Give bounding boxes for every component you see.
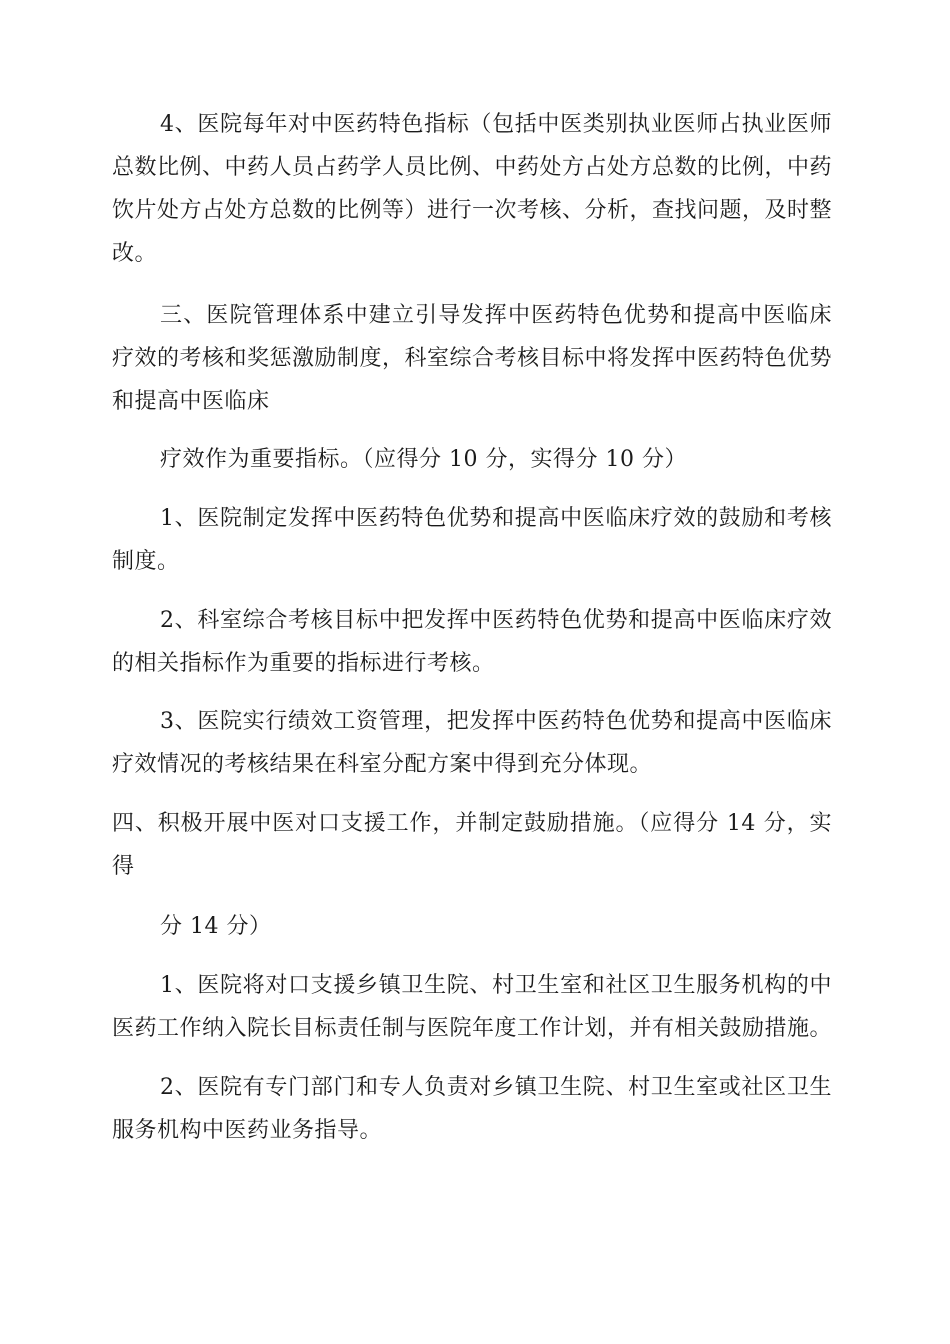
- paragraph-section-3-heading: 三、医院管理体系中建立引导发挥中医药特色优势和提高中医临床疗效的考核和奖惩激励制度，科室综合考核目标中将发挥中医药特色优势和提高中医临床: [112, 303, 833, 414]
- paragraph-item-1-incentive-system: 1、医院制定发挥中医药特色优势和提高中医临床疗效的鼓励和考核制度。: [112, 506, 832, 574]
- paragraph-section-4-score: 分 14 分）: [160, 914, 272, 939]
- paragraph-item-4-indicator-review: 4、医院每年对中医药特色指标（包括中医类别执业医师占执业医师总数比例、中药人员占药学人员比例、中药处方占处方总数的比例，中药饮片处方占处方总数的比例等）进行一次考核、分析，查找问题，及时整改。: [112, 112, 833, 266]
- paragraph-item-2-dedicated-department: 2、医院有专门部门和专人负责对乡镇卫生院、村卫生室或社区卫生服务机构中医药业务指导。: [112, 1075, 832, 1143]
- paragraph-item-3-performance-pay: 3、医院实行绩效工资管理，把发挥中医药特色优势和提高中医临床疗效情况的考核结果在科室分配方案中得到充分体现。: [112, 709, 832, 777]
- paragraph-item-2-department-assessment: 2、科室综合考核目标中把发挥中医药特色优势和提高中医临床疗效的相关指标作为重要的指标进行考核。: [112, 608, 832, 676]
- paragraph-section-3-score: 疗效作为重要指标。（应得分 10 分，实得分 10 分）: [160, 447, 687, 472]
- paragraph-section-4-heading: 四、积极开展中医对口支援工作，并制定鼓励措施。（应得分 14 分，实得: [112, 811, 832, 879]
- paragraph-item-1-support-plan: 1、医院将对口支援乡镇卫生院、村卫生室和社区卫生服务机构的中医药工作纳入院长目标责任制与医院年度工作计划，并有相关鼓励措施。: [112, 973, 833, 1041]
